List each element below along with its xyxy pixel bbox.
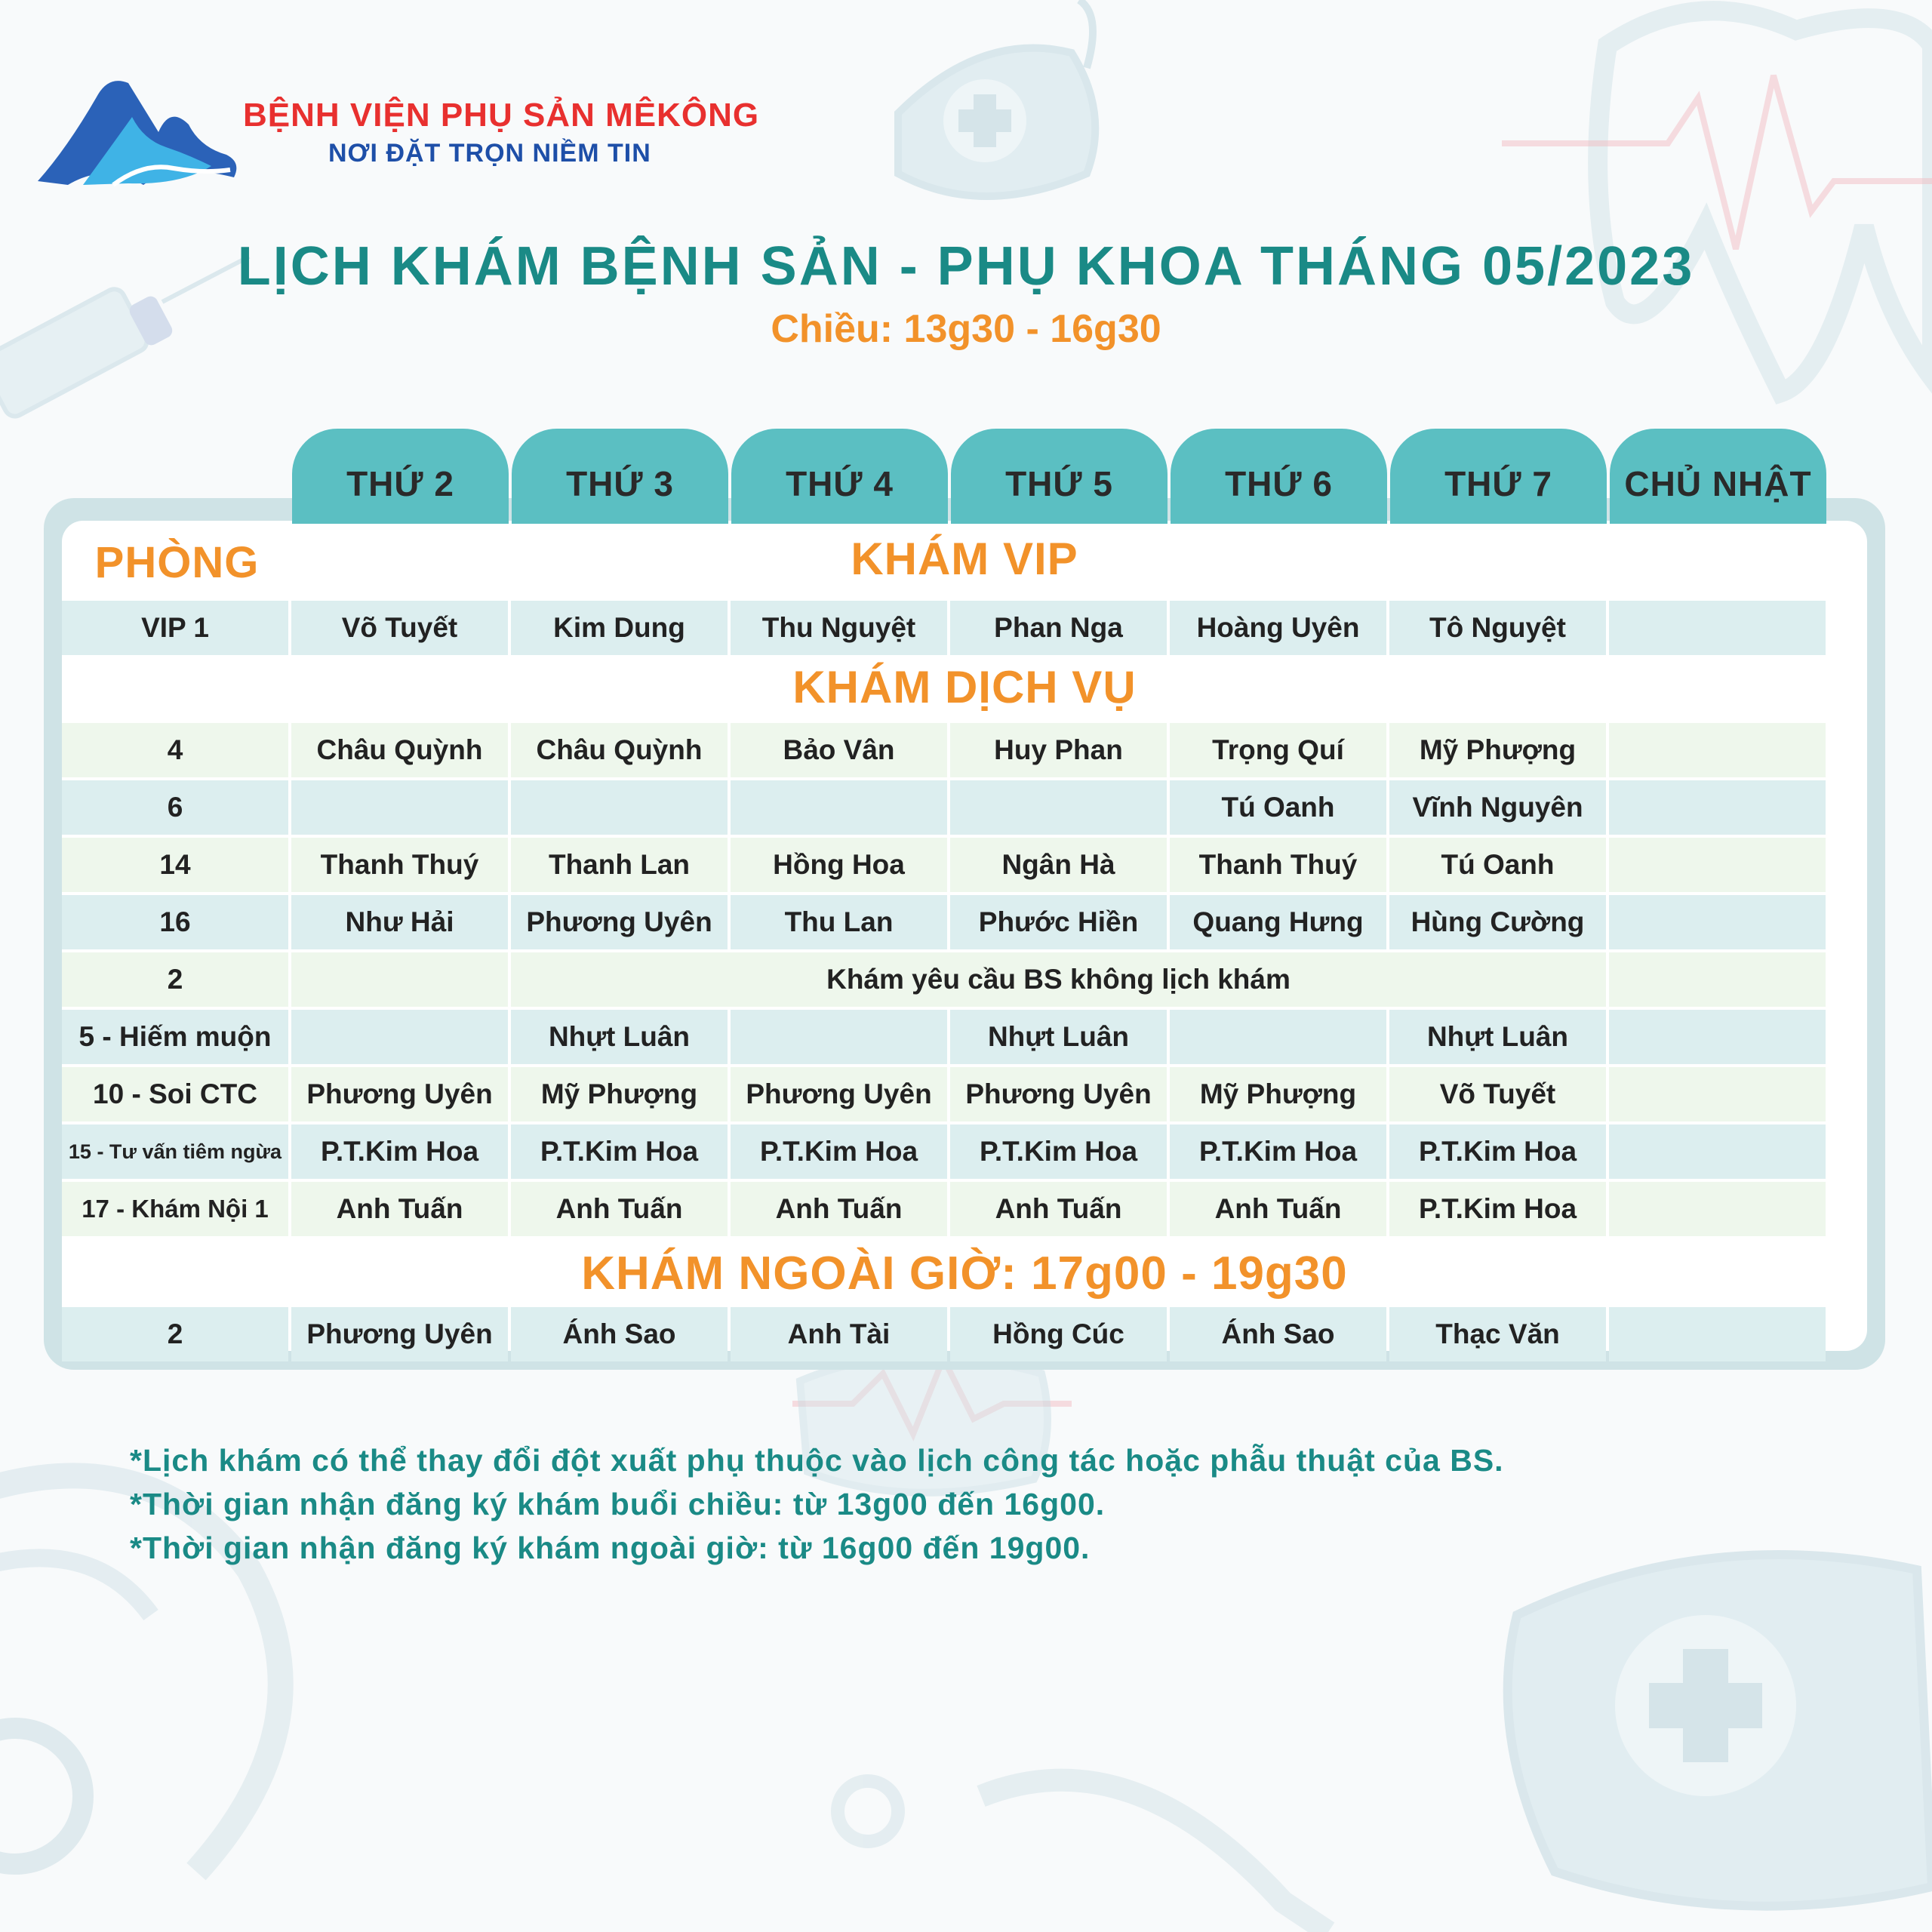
schedule-cell: Hoàng Uyên — [1170, 601, 1386, 655]
schedule-cell — [1609, 1067, 1826, 1121]
hospital-logo-icon — [38, 72, 249, 192]
schedule-cell: Quang Hưng — [1170, 895, 1386, 949]
schedule-cell: Phương Uyên — [950, 1067, 1167, 1121]
schedule-cell — [1609, 895, 1826, 949]
table-row — [62, 1307, 1834, 1361]
schedule-cell: P.T.Kim Hoa — [1389, 1182, 1606, 1236]
schedule-cell: Thạc Văn — [1389, 1307, 1606, 1361]
schedule-cell: Ánh Sao — [511, 1307, 728, 1361]
schedule-cell — [1609, 952, 1826, 1007]
schedule-cell: Thanh Thuý — [291, 838, 508, 892]
schedule-cell: Như Hải — [291, 895, 508, 949]
schedule-cell: P.T.Kim Hoa — [291, 1124, 508, 1179]
schedule-cell: Châu Quỳnh — [511, 723, 728, 777]
schedule-cell: Mỹ Phượng — [1389, 723, 1606, 777]
table-row — [62, 1067, 1834, 1121]
schedule-cell: Bảo Vân — [731, 723, 947, 777]
room-cell: 16 — [62, 895, 288, 949]
room-cell: 2 — [62, 1307, 288, 1361]
schedule-cell: Vĩnh Nguyên — [1389, 780, 1606, 835]
schedule-cell: Ngân Hà — [950, 838, 1167, 892]
table-row — [62, 1182, 1834, 1236]
page-subtitle: Chiều: 13g30 - 16g30 — [771, 307, 1161, 351]
schedule-cell — [291, 952, 508, 1007]
schedule-cell: Mỹ Phượng — [1170, 1067, 1386, 1121]
schedule-cell: Anh Tuấn — [511, 1182, 728, 1236]
schedule-note-cell: Khám yêu cầu BS không lịch khám — [511, 952, 1606, 1007]
schedule-cell: P.T.Kim Hoa — [1389, 1124, 1606, 1179]
room-cell: 4 — [62, 723, 288, 777]
schedule-cell: Nhựt Luân — [1389, 1010, 1606, 1064]
section-title-vip: KHÁM VIP — [851, 533, 1078, 584]
schedule-cell: Phương Uyên — [291, 1307, 508, 1361]
room-cell: 10 - Soi CTC — [62, 1067, 288, 1121]
table-row — [62, 1124, 1834, 1179]
schedule-cell: Thu Nguyệt — [731, 601, 947, 655]
day-tab-sun: CHỦ NHẬT — [1610, 429, 1826, 524]
footnote: *Thời gian nhận đăng ký khám ngoài giờ: từ 16g00 đến 19g00. — [130, 1531, 1091, 1565]
schedule-cell — [511, 780, 728, 835]
hospital-slogan: NƠI ĐẶT TRỌN NIỀM TIN — [328, 139, 651, 168]
schedule-cell: P.T.Kim Hoa — [511, 1124, 728, 1179]
schedule-cell: Nhựt Luân — [950, 1010, 1167, 1064]
schedule-cell: Phương Uyên — [511, 895, 728, 949]
day-tab-fri: THỨ 6 — [1171, 429, 1387, 524]
table-row — [62, 780, 1834, 835]
schedule-cell: Anh Tuấn — [1170, 1182, 1386, 1236]
room-cell: 2 — [62, 952, 288, 1007]
schedule-cell — [1609, 601, 1826, 655]
schedule-cell: Võ Tuyết — [291, 601, 508, 655]
schedule-cell: Thanh Thuý — [1170, 838, 1386, 892]
table-row — [62, 895, 1834, 949]
schedule-cell: Mỹ Phượng — [511, 1067, 728, 1121]
schedule-cell: Phan Nga — [950, 601, 1167, 655]
schedule-cell: P.T.Kim Hoa — [731, 1124, 947, 1179]
schedule-cell: Tô Nguyệt — [1389, 601, 1606, 655]
schedule-cell: Anh Tuấn — [291, 1182, 508, 1236]
room-cell: 6 — [62, 780, 288, 835]
schedule-cell: Thu Lan — [731, 895, 947, 949]
footnote: *Thời gian nhận đăng ký khám buổi chiều: từ 13g00 đến 16g00. — [130, 1487, 1106, 1521]
schedule-cell — [731, 780, 947, 835]
face-mask-icon — [1508, 1555, 1932, 1906]
schedule-cell: Hồng Cúc — [950, 1307, 1167, 1361]
day-tab-mon: THỨ 2 — [292, 429, 509, 524]
schedule-cell — [1609, 780, 1826, 835]
schedule-cell: Tú Oanh — [1170, 780, 1386, 835]
schedule-cell — [1609, 1010, 1826, 1064]
schedule-cell: Võ Tuyết — [1389, 1067, 1606, 1121]
schedule-cell: Phước Hiền — [950, 895, 1167, 949]
schedule-cell — [950, 780, 1167, 835]
schedule-cell — [1609, 838, 1826, 892]
schedule-cell: Phương Uyên — [731, 1067, 947, 1121]
room-cell: 15 - Tư vấn tiêm ngừa — [62, 1124, 288, 1179]
hospital-name: BỆNH VIỆN PHỤ SẢN MÊKÔNG — [243, 97, 760, 134]
page-title: LỊCH KHÁM BỆNH SẢN - PHỤ KHOA THÁNG 05/2023 — [237, 236, 1695, 297]
schedule-cell — [1609, 723, 1826, 777]
schedule-cell: Phương Uyên — [291, 1067, 508, 1121]
schedule-cell: Anh Tài — [731, 1307, 947, 1361]
table-row — [62, 723, 1834, 777]
schedule-cell — [291, 1010, 508, 1064]
schedule-cell: Anh Tuấn — [950, 1182, 1167, 1236]
schedule-cell: Ánh Sao — [1170, 1307, 1386, 1361]
section-title-after-hours: KHÁM NGOÀI GIỜ: 17g00 - 19g30 — [581, 1247, 1348, 1300]
footnote: *Lịch khám có thể thay đổi đột xuất phụ thuộc vào lịch công tác hoặc phẫu thuật của BS. — [130, 1443, 1504, 1478]
section-title-service: KHÁM DỊCH VỤ — [792, 661, 1137, 712]
room-cell: 17 - Khám Nội 1 — [62, 1182, 288, 1236]
schedule-cell: Anh Tuấn — [731, 1182, 947, 1236]
room-column-header: PHÒNG — [94, 537, 260, 587]
schedule-cell: Tú Oanh — [1389, 838, 1606, 892]
table-row — [62, 1010, 1834, 1064]
schedule-cell: Hùng Cường — [1389, 895, 1606, 949]
schedule-cell: P.T.Kim Hoa — [950, 1124, 1167, 1179]
table-row — [62, 952, 1834, 1007]
schedule-cell: Châu Quỳnh — [291, 723, 508, 777]
schedule-cell: Thanh Lan — [511, 838, 728, 892]
schedule-cell: Hồng Hoa — [731, 838, 947, 892]
day-tab-wed: THỨ 4 — [731, 429, 948, 524]
schedule-cell — [291, 780, 508, 835]
day-tab-sat: THỨ 7 — [1390, 429, 1607, 524]
schedule-cell: Nhựt Luân — [511, 1010, 728, 1064]
table-row — [62, 838, 1834, 892]
schedule-cell: Kim Dung — [511, 601, 728, 655]
room-cell: 14 — [62, 838, 288, 892]
room-cell: 5 - Hiếm muộn — [62, 1010, 288, 1064]
table-row — [62, 601, 1834, 655]
schedule-cell — [1609, 1124, 1826, 1179]
schedule-cell — [1609, 1182, 1826, 1236]
schedule-cell — [1170, 1010, 1386, 1064]
face-mask-icon — [898, 0, 1095, 196]
day-tab-thu: THỨ 5 — [951, 429, 1168, 524]
schedule-cell — [1609, 1307, 1826, 1361]
schedule-cell: P.T.Kim Hoa — [1170, 1124, 1386, 1179]
room-cell: VIP 1 — [62, 601, 288, 655]
schedule-cell: Trọng Quí — [1170, 723, 1386, 777]
schedule-cell — [731, 1010, 947, 1064]
schedule-cell: Huy Phan — [950, 723, 1167, 777]
day-tab-tue: THỨ 3 — [512, 429, 728, 524]
